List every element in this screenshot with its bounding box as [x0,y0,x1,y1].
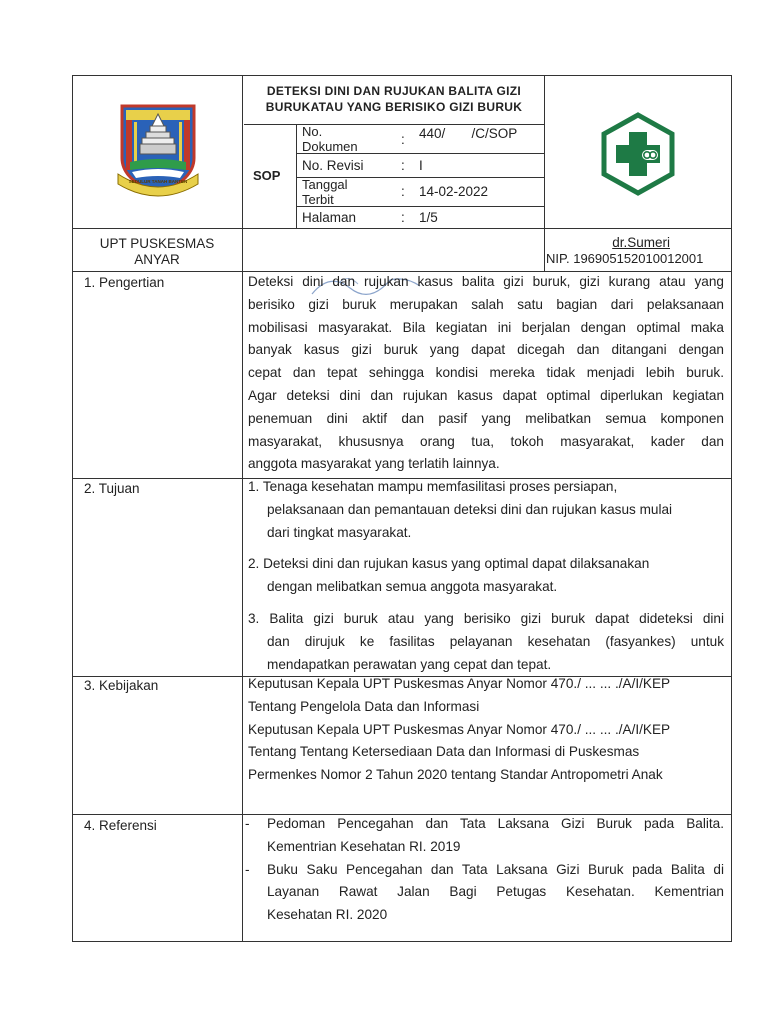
sop-title-line-2: BURUKATAU YANG BERISIKO GIZI BURUK [265,100,523,114]
list-item [248,476,724,544]
text-line: Tentang Tentang Ketersediaan Data dan Informasi di Puskesmas [248,744,640,760]
text-line: mobilisasi masyarakat. Bila kegiatan ini berjalan dengan optimal maka [248,319,724,335]
meta-value-no-dokumen: 440/ /C/SOP [419,126,518,141]
text-line: masyarakat, khususnya orang tua, tokoh masyarakat, kader dan [248,433,724,449]
meta-value-no-revisi: I [419,158,423,173]
meta-colon: : [401,132,405,147]
reference-item [245,813,724,859]
meta-label-no-dokumen: No. Dokumen [302,124,358,154]
section-label-referensi: 4. Referensi [84,818,157,833]
sop-label: SOP [253,168,281,183]
signer-name: dr.Sumeri [612,235,670,250]
text-line: Permenkes Nomor 2 Tahun 2020 tentang Standar Antropometri Anak [248,767,663,783]
text-line: Keputusan Kepala UPT Puskesmas Anyar Nomor 470./ ... ... ./A/I/KEP [248,676,671,691]
text-line: anggota masyarakat yang terlatih lainnya. [248,456,500,472]
text-line: penemuan dini aktif dan pasif yang melibatkan semua komponen [248,410,724,426]
text-line: Keputusan Kepala UPT Puskesmas Anyar Nomor 470./ ... ... ./A/I/KEP [248,721,671,737]
text-line: cepat dan tepat sehingga kondisi mereka tidak menjadi lebih buruk. [248,365,724,381]
puskesmas-logo [596,112,680,196]
text-line: Tentang Pengelola Data dan Informasi [248,698,480,714]
section-body-pengertian [248,271,724,476]
section-body-referensi [245,813,724,927]
section-body-tujuan [248,476,724,676]
list-dash: - [245,861,250,877]
section-label-kebijakan: 3. Kebijakan [84,678,159,693]
text-line: pelaksanaan dan pemantauan deteksi dini dan rujukan kasus mulai [267,501,673,517]
meta-label-no-revisi: No. Revisi [302,158,364,173]
left-logo-ribbon-text: SEDULUR TANAH BANTEN [128,179,188,184]
org-name-line-1: UPT PUSKESMAS [99,236,215,251]
meta-colon: : [401,210,405,225]
text-line: Buku Saku Pencegahan dan Tata Laksana Gizi Buruk pada Balita di [267,861,724,877]
text-line: Kesehatan RI. 2020 [267,907,388,923]
section-label-tujuan: 2. Tujuan [84,481,140,496]
meta-label-halaman: Halaman [302,210,357,225]
meta-colon: : [401,158,405,173]
text-line: berisiko gizi buruk merupakan salah satu bagian dari pelaksanaan [248,296,724,312]
text-line: banyak kasus gizi buruk yang dapat dicegah dan ditangani dengan [248,342,724,358]
text-line: 2. Deteksi dini dan rujukan kasus yang optimal dapat dilaksanakan [248,556,650,572]
left-logo [112,100,204,200]
list-item [248,553,724,599]
text-line: 1. Tenaga kesehatan mampu memfasilitasi proses persiapan, [248,479,618,494]
text-line: Pedoman Pencegahan dan Tata Laksana Gizi Buruk pada Balita. [267,816,724,831]
signer-nip: NIP. 196905152010012001 [546,251,704,266]
list-item [248,608,724,676]
meta-colon: : [401,184,405,199]
text-line: Layanan Rawat Jalan Bagi Petugas Kesehatan. Kementrian [267,884,724,900]
text-line: mendapatkan perawatan yang cepat dan tepat. [267,656,552,672]
meta-value-halaman: 1/5 [419,210,438,225]
list-dash: - [245,816,250,831]
text-line: dari tingkat masyarakat. [267,524,412,540]
section-body-kebijakan [248,673,724,787]
text-line: Kementrian Kesehatan RI. 2019 [267,838,461,854]
reference-item [245,859,724,927]
text-line: dengan melibatkan semua anggota masyarakat. [267,579,558,595]
text-line: 3. Balita gizi buruk atau yang berisiko gizi buruk dapat dideteksi dini [248,610,724,626]
section-label-pengertian: 1. Pengertian [84,275,165,290]
meta-value-tanggal-terbit: 14-02-2022 [419,184,489,199]
text-line: Agar deteksi dini dan rujukan kasus dapat optimal diperlukan kegiatan [248,387,724,403]
sop-title-line-1: DETEKSI DINI DAN RUJUKAN BALITA GIZI [266,84,522,98]
org-name-line-2: ANYAR [134,252,180,267]
text-line: Deteksi dini dan rujukan kasus balita gizi buruk, gizi kurang atau yang [248,274,724,289]
meta-label-tanggal-terbit: Tanggal Terbit [302,177,348,207]
text-line: dan dirujuk ke fasilitas pelayanan kesehatan (fasyankes) untuk [267,633,724,649]
